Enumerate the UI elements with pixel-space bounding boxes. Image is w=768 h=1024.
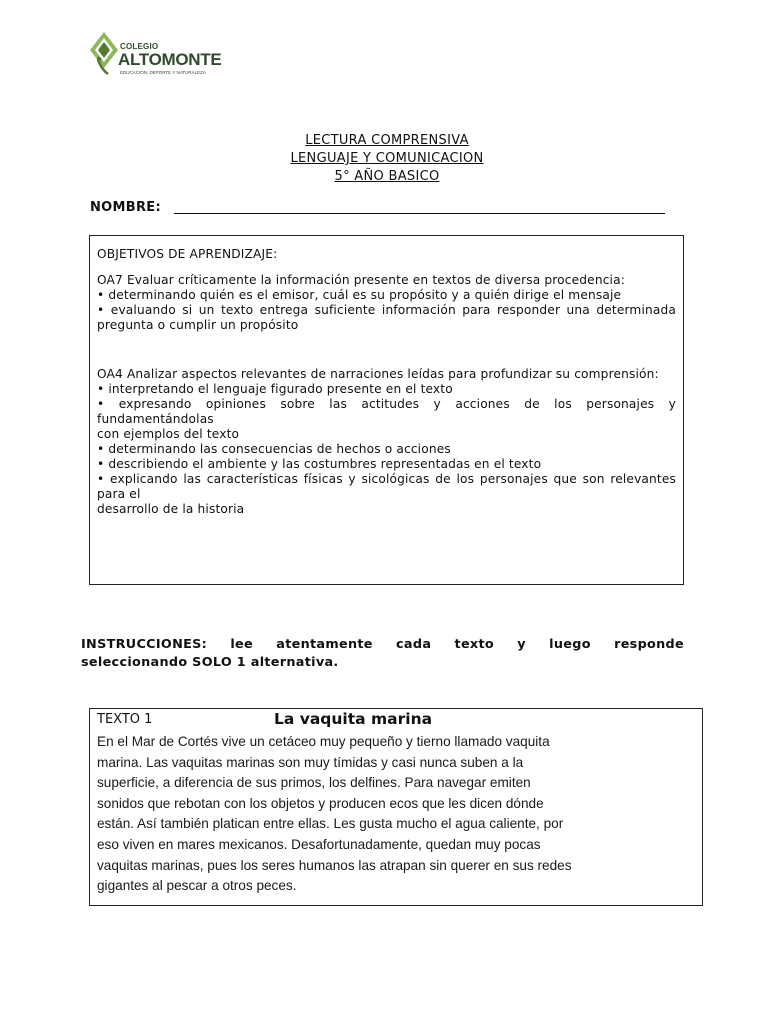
texto-1-body: [97, 732, 695, 897]
instructions-line-1: INSTRUCCIONES: lee atentamente cada texto y luego responde: [81, 637, 684, 652]
logo-line-altomonte: ALTOMONTE: [118, 50, 222, 69]
texto-1-line: están. Así también platican entre ellas. Les gusta mucho el agua caliente, por: [97, 816, 564, 832]
oa4-bullet-4: • describiendo el ambiente y las costumbres representadas en el texto: [97, 457, 542, 471]
title-lenguaje: LENGUAJE Y COMUNICACION: [290, 151, 484, 166]
school-logo: [88, 30, 238, 78]
oa4-bullet-3: • determinando las consecuencias de hechos o acciones: [97, 442, 451, 456]
texto-1-line: marina. Las vaquitas marinas son muy tímidas y casi nunca suben a la: [97, 754, 524, 770]
oa4-bullet-1: • interpretando el lenguaje figurado presente en el texto: [97, 382, 453, 396]
objectives-box: [89, 235, 684, 585]
oa4-lead: OA4 Analizar aspectos relevantes de narraciones leídas para profundizar su comprensión:: [97, 367, 659, 381]
texto-1-line: En el Mar de Cortés vive un cetáceo muy pequeño y tierno llamado vaquita: [97, 734, 550, 749]
nombre-field[interactable]: [174, 213, 665, 214]
texto-1-line: eso viven en mares mexicanos. Desafortunadamente, quedan muy pocas: [97, 836, 541, 852]
oa7-lead: OA7 Evaluar críticamente la información presente en textos de diversa procedencia:: [97, 273, 625, 287]
document-header: [0, 132, 768, 186]
texto-1-line: vaquitas marinas, pues los seres humanos las atrapan sin querer en sus redes: [97, 857, 572, 873]
logo-tagline: EDUCACIÓN, DEPORTE Y NATURALEZA: [120, 70, 206, 75]
instructions: [81, 636, 684, 672]
objectives-title: OBJETIVOS DE APRENDIZAJE:: [97, 247, 278, 261]
oa4-bullet-5: • explicando las características físicas y sicológicas de los personajes que son relevantes para el: [97, 472, 676, 501]
texto-1-label: TEXTO 1: [97, 712, 153, 727]
oa4-bullet-2-cont: con ejemplos del texto: [97, 427, 240, 441]
nombre-label: NOMBRE:: [90, 200, 161, 215]
instructions-line-2: seleccionando SOLO 1 alternativa.: [81, 655, 339, 670]
texto-1-line: sonidos que rebotan con los objetos y producen ecos que les dicen dónde: [97, 795, 544, 811]
texto-1-title: La vaquita marina: [274, 710, 433, 728]
oa7-bullet-2: • evaluando si un texto entrega suficiente información para responder una determinada pregunta o cumplir un propósito: [97, 303, 676, 332]
oa4-bullet-2: • expresando opiniones sobre las actitudes y acciones de los personajes y fundamentándolas: [97, 397, 676, 426]
title-lectura: LECTURA COMPRENSIVA: [305, 133, 469, 148]
texto-1-line: superficie, a diferencia de sus primos, los delfines. Para navegar emiten: [97, 775, 531, 791]
texto-1-box: [89, 708, 703, 906]
title-curso: 5° AÑO BASICO: [334, 169, 440, 184]
logo-mountain-icon: [88, 30, 120, 78]
oa4-bullet-5-cont: desarrollo de la historia: [97, 502, 245, 516]
texto-1-line: gigantes al pescar a otros peces.: [97, 878, 297, 894]
oa7-bullet-1: • determinando quién es el emisor, cuál es su propósito y a quién dirige el mensaje: [97, 288, 622, 302]
logo-line-colegio: COLEGIO: [120, 42, 159, 51]
